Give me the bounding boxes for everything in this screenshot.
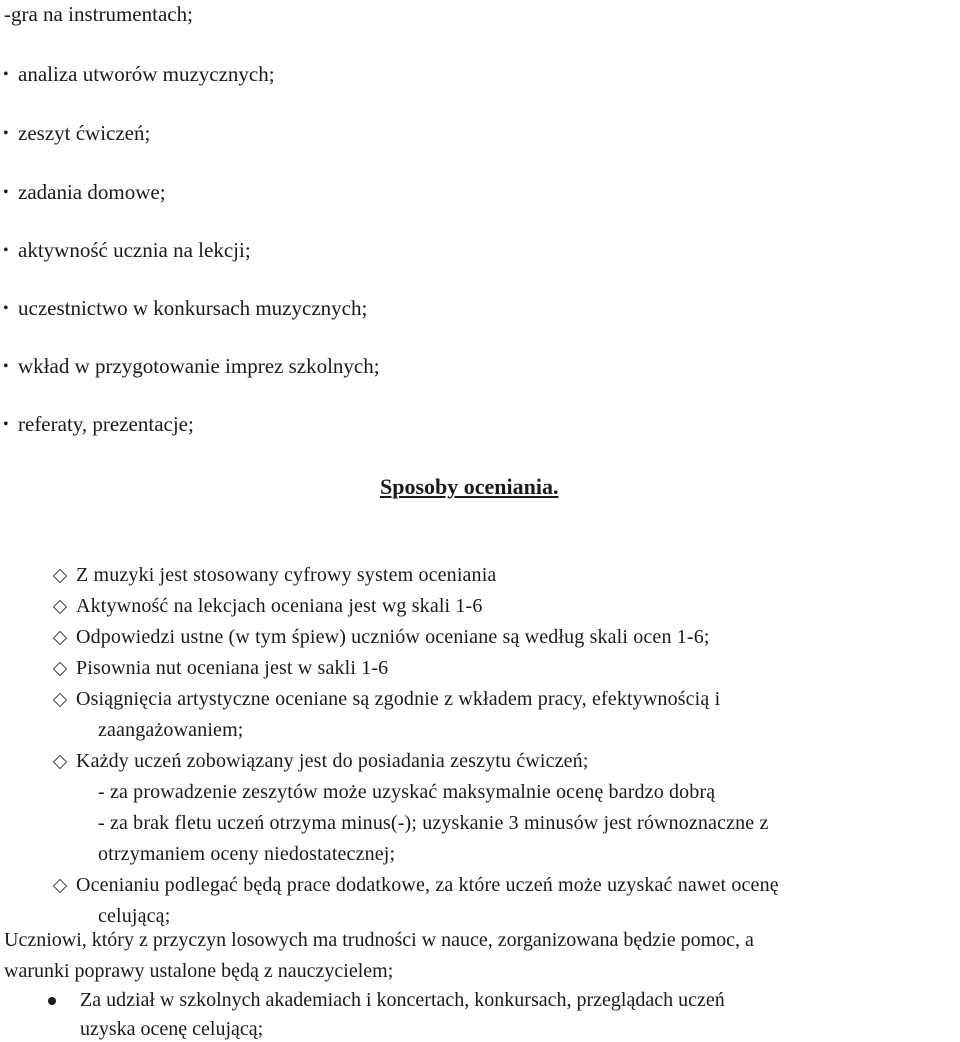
- list-item: analiza utworów muzycznych;: [18, 62, 275, 86]
- paragraph-line: warunki poprawy ustalone będą z nauczycielem;: [4, 960, 394, 982]
- list-item: aktywność ucznia na lekcji;: [18, 238, 251, 262]
- diamond-bullet-icon: [53, 693, 67, 707]
- diamond-bullet-icon: [53, 755, 67, 769]
- diamond-bullet-icon: [53, 631, 67, 645]
- rule-item: Osiągnięcia artystyczne oceniane są zgodnie z wkładem pracy, efektywnością i: [76, 688, 721, 710]
- rule-item: Aktywność na lekcjach oceniana jest wg skali 1-6: [76, 595, 483, 617]
- bullet-icon: •: [3, 66, 9, 83]
- diamond-bullet-icon: [53, 879, 67, 893]
- list-item: zeszyt ćwiczeń;: [18, 121, 151, 145]
- rule-item: Pisownia nut oceniana jest w sakli 1-6: [76, 657, 389, 679]
- list-item-first: -gra na instrumentach;: [4, 2, 193, 26]
- bullet-icon: [48, 997, 56, 1005]
- list-item: uczestnictwo w konkursach muzycznych;: [18, 296, 368, 320]
- rule-item: Odpowiedzi ustne (w tym śpiew) uczniów oceniane są według skali ocen 1-6;: [76, 626, 710, 648]
- bullet-icon: •: [3, 184, 9, 201]
- rule-item: Każdy uczeń zobowiązany jest do posiadania zeszytu ćwiczeń;: [76, 750, 589, 772]
- sub-line: - za prowadzenie zeszytów może uzyskać maksymalnie ocenę bardzo dobrą: [98, 781, 716, 803]
- diamond-bullet-icon: [53, 569, 67, 583]
- bullet-icon: •: [3, 125, 9, 142]
- diamond-bullet-icon: [53, 600, 67, 614]
- rule-item-continuation: zaangażowaniem;: [98, 719, 244, 741]
- sub-line: - za brak fletu uczeń otrzyma minus(-); uzyskanie 3 minusów jest równoznaczne z: [98, 812, 769, 834]
- bullet-icon: •: [3, 242, 9, 259]
- rule-item: Z muzyki jest stosowany cyfrowy system oceniania: [76, 564, 497, 586]
- final-bullet-item: Za udział w szkolnych akademiach i koncertach, konkursach, przeglądach uczeń: [80, 989, 725, 1011]
- section-heading: Sposoby oceniania.: [380, 474, 559, 499]
- list-item: zadania domowe;: [18, 180, 166, 204]
- rule-item-continuation: celującą;: [98, 905, 171, 927]
- list-item: wkład w przygotowanie imprez szkolnych;: [18, 354, 380, 378]
- paragraph-line: Uczniowi, który z przyczyn losowych ma trudności w nauce, zorganizowana będzie pomoc, a: [4, 929, 754, 951]
- sub-line: otrzymaniem oceny niedostatecznej;: [98, 843, 396, 865]
- bullet-icon: •: [3, 300, 9, 317]
- bullet-icon: •: [3, 416, 9, 433]
- list-item: referaty, prezentacje;: [18, 412, 194, 436]
- bullet-icon: •: [3, 358, 9, 375]
- rule-item: Ocenianiu podlegać będą prace dodatkowe, za które uczeń może uzyskać nawet ocenę: [76, 874, 779, 896]
- diamond-bullet-icon: [53, 662, 67, 676]
- final-bullet-continuation: uzyska ocenę celującą;: [80, 1018, 264, 1040]
